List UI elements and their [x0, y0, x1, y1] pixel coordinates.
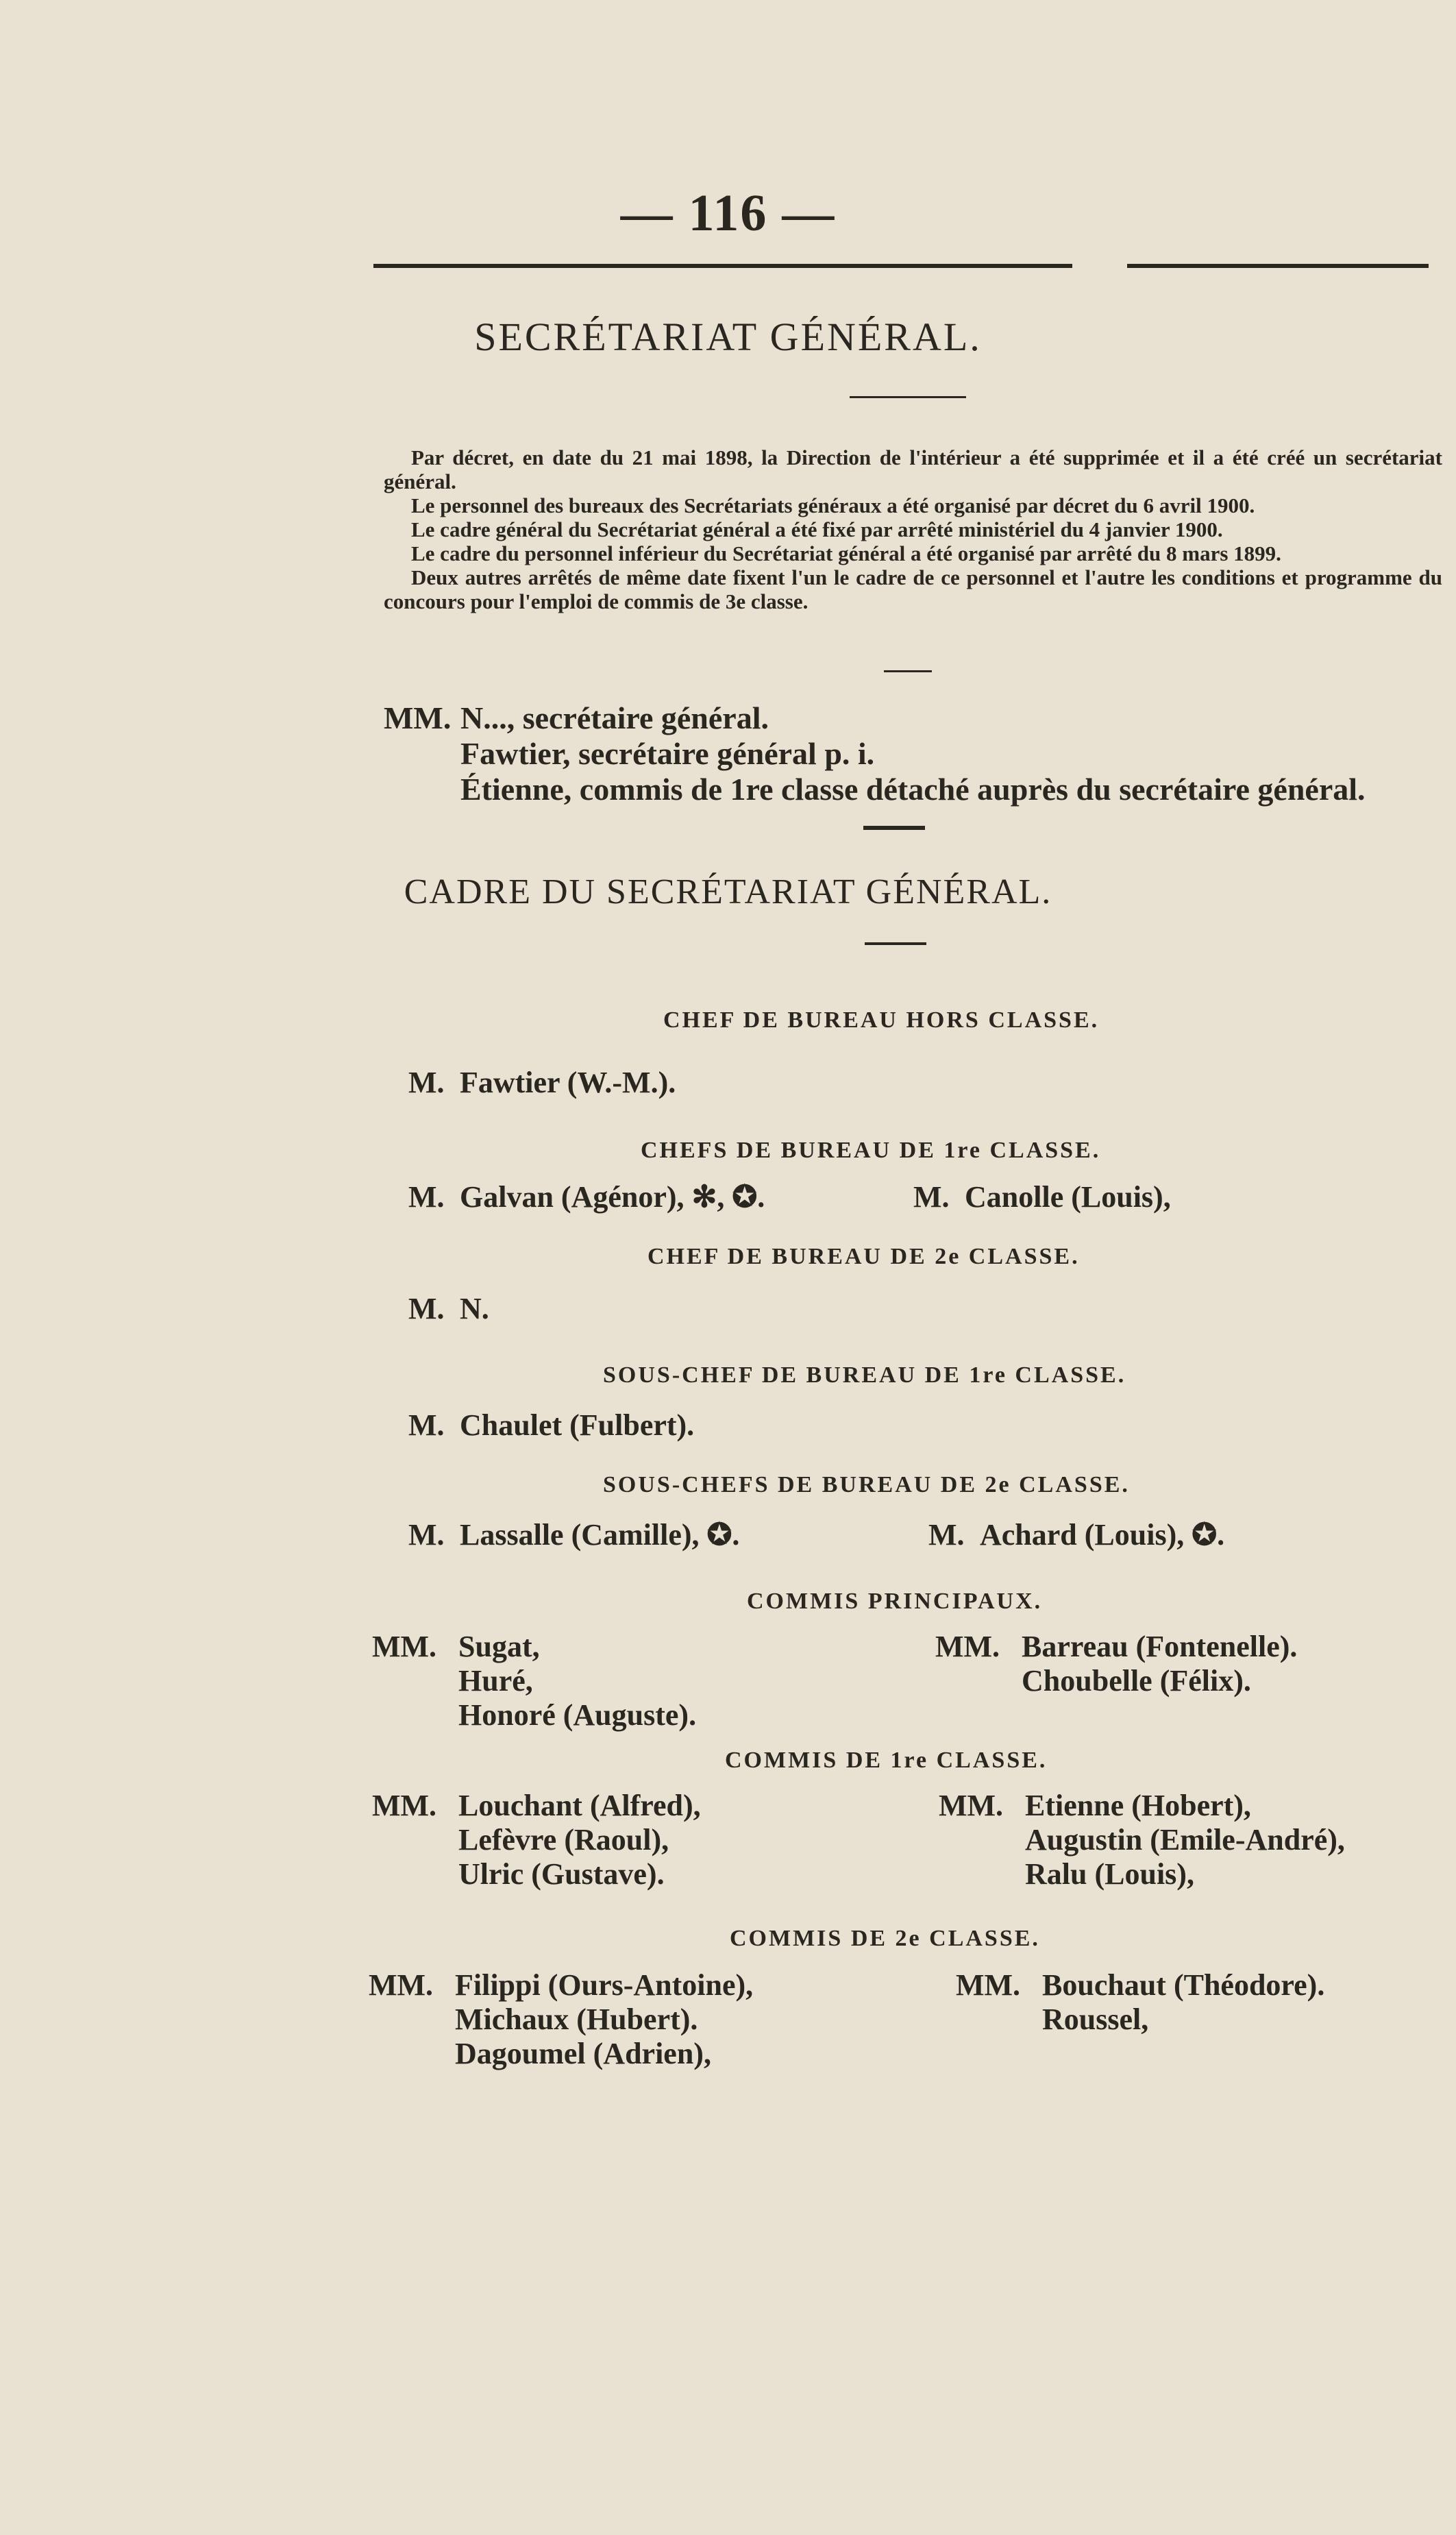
cadre-title: CADRE DU SECRÉTARIAT GÉNÉRAL.	[404, 872, 1052, 911]
intro-text	[384, 445, 1442, 613]
name-list: M. Canolle (Louis),	[913, 1180, 1171, 1214]
intro-rule	[884, 670, 932, 672]
person-name: Lefèvre (Raoul),	[458, 1823, 669, 1857]
header-rule	[373, 264, 1429, 271]
person-name: Filippi (Ours-Antoine),	[455, 1968, 754, 2002]
official-line: Fawtier, secrétaire général p. i.	[460, 736, 875, 771]
officials-rule	[863, 826, 925, 830]
person-name: Ulric (Gustave).	[458, 1857, 665, 1891]
intro-paragraph: Le personnel des bureaux des Secrétariats généraux a été organisé par décret du 6 avril 1900.	[411, 493, 1255, 517]
person-name: Sugat,	[458, 1630, 540, 1663]
name-list: MM. Filippi (Ours-Antoine), Michaux (Hubert). Dagoumel (Adrien),	[369, 1968, 754, 2070]
title-rule	[850, 396, 966, 398]
officials-prefix: MM.	[384, 700, 452, 735]
person-name: Ralu (Louis),	[1025, 1857, 1194, 1891]
person-name: N.	[460, 1292, 489, 1325]
person-name: Huré,	[458, 1664, 533, 1698]
name-list: MM. Etienne (Hobert), Augustin (Emile-André), Ralu (Louis),	[939, 1789, 1345, 1891]
person-name: Etienne (Hobert),	[1025, 1789, 1251, 1822]
name-list: MM. Bouchaut (Théodore). Roussel,	[956, 1968, 1325, 2036]
person-name: Achard (Louis), ✪.	[980, 1518, 1225, 1552]
intro-paragraph: Par décret, en date du 21 mai 1898, la Direction de l'intérieur a été supprimée et il a été créé un secrétariat général.	[384, 445, 1442, 493]
name-list: MM. Barreau (Fontenelle). Choubelle (Félix).	[935, 1630, 1298, 1698]
intro-paragraph: Le cadre général du Secrétariat général a été fixé par arrêté ministériel du 4 janvier 1900.	[411, 517, 1223, 541]
official-line: N..., secrétaire général.	[460, 700, 769, 735]
person-name: Galvan (Agénor), ✻, ✪.	[460, 1180, 765, 1214]
person-name: Roussel,	[1042, 2003, 1149, 2036]
person-name: Bouchaut (Théodore).	[1042, 1968, 1325, 2002]
person-name: Dagoumel (Adrien),	[455, 2037, 711, 2070]
document-page: — 116 — SECRÉTARIAT GÉNÉRAL. Par décret, en date du 21 mai 1898, la Direction de l'intérieur a été supprimée et il a été créé un secrétariat général. Le personnel des bureaux des Secrétariats généraux a été organisé par décret du 6 avril 1900. Le cadre général du Secrétariat général a été fixé par arrêté ministériel du 4 janvier 1900. Le cadre du personnel inférieur du Secrétariat général a été organisé par arrêté du 8 mars 1899. Deux autres arrêtés de même date fixent l'un le cadre de ce personnel et l'autre les conditions et programme du concours pour l'emploi de commis de 3e classe. MM. N..., secrétaire général. Fawtier, secrétaire général p. i. Étienne, commis de 1re classe détaché auprès du secrétaire général. CADRE DU SECRÉTARIAT GÉNÉRAL. CHEF DE BUREAU HORS CLASSE. M. Fawtier (W.-M.). CHEFS DE BUREAU DE 1re CLASSE. M. Galvan (Agénor), ✻, ✪. M. Canolle (Louis), CHEF DE BUREAU DE 2e CLASSE. M. N. SOUS-CHEF DE BUREAU DE 1re CLASSE. M. Chaulet (Fulbert). SOUS-CHEFS DE BUREAU DE 2e CLASSE. M. Lassalle (Camille), ✪. M. Achard (Louis), ✪. COMMIS PRINCIPAUX. MM. Sugat, Huré, Honoré (Auguste). MM. Barreau (Fontenelle). Choubelle (Félix). COMMIS DE 1re CLASSE. MM. Louchant (Alfred), Lefèvre (Raoul), Ulric (Gustave). MM. Etienne (Hobert), Augustin (Emile-André), Ralu (Louis), COMMIS DE 2e CLASSE. MM. Filippi (Ours-Antoine), Michaux (Hubert). Dagoumel (Adrien), MM. Bouchaut (Théodore). Roussel,	[0, 0, 1456, 2535]
intro-paragraph: Le cadre du personnel inférieur du Secrétariat général a été organisé par arrêté du 8 mars 1899.	[411, 541, 1281, 565]
person-name: Chaulet (Fulbert).	[460, 1408, 695, 1442]
name-list: M. Fawtier (W.-M.).	[408, 1066, 676, 1099]
name-list: M. Lassalle (Camille), ✪.	[408, 1518, 740, 1552]
person-name: Canolle (Louis),	[965, 1180, 1171, 1214]
person-name: Augustin (Emile-André),	[1025, 1823, 1345, 1857]
name-list: M. Galvan (Agénor), ✻, ✪.	[408, 1180, 765, 1214]
person-name: Michaux (Hubert).	[455, 2003, 698, 2036]
page-title: SECRÉTARIAT GÉNÉRAL.	[474, 315, 982, 359]
name-list: MM. Louchant (Alfred), Lefèvre (Raoul), Ulric (Gustave).	[372, 1789, 701, 1891]
cadre-rule	[865, 942, 926, 945]
person-name: Fawtier (W.-M.).	[460, 1066, 676, 1099]
official-line: Étienne, commis de 1re classe détaché auprès du secrétaire général.	[460, 772, 1366, 807]
person-name: Choubelle (Félix).	[1022, 1664, 1251, 1698]
name-list: M. Achard (Louis), ✪.	[928, 1518, 1225, 1552]
page-number: — 116 —	[620, 184, 836, 242]
name-list: M. N.	[408, 1292, 489, 1325]
person-name: Lassalle (Camille), ✪.	[460, 1518, 740, 1552]
name-list: M. Chaulet (Fulbert).	[408, 1408, 695, 1442]
person-name: Louchant (Alfred),	[458, 1789, 701, 1822]
person-name: Honoré (Auguste).	[458, 1698, 697, 1732]
name-list: MM. Sugat, Huré, Honoré (Auguste).	[372, 1630, 697, 1732]
person-name: Barreau (Fontenelle).	[1022, 1630, 1298, 1663]
officials-block	[384, 700, 1442, 807]
intro-paragraph: Deux autres arrêtés de même date fixent l'un le cadre de ce personnel et l'autre les conditions et programme du concours pour l'emploi de commis de 3e classe.	[384, 565, 1442, 613]
